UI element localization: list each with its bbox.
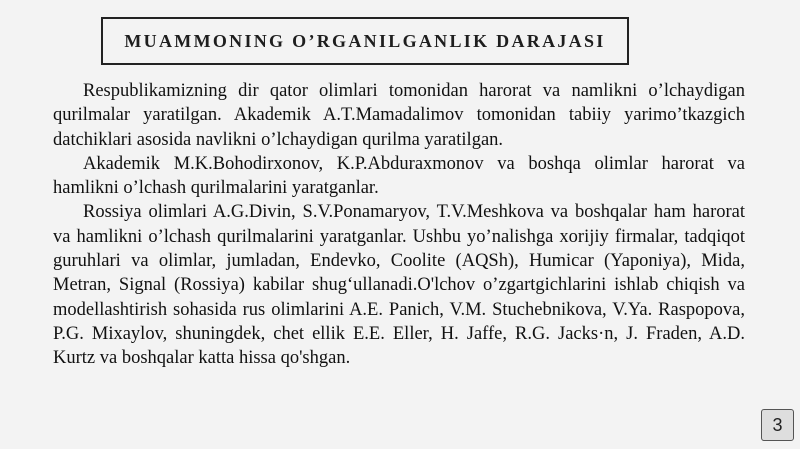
- paragraph-2: Akademik M.K.Bohodirxonov, K.P.Abduraxmonov va boshqa olimlar harorat va hamlikni o’lchash qurilmalarini yaratganlar.: [53, 153, 745, 199]
- page-number-badge: [761, 409, 794, 441]
- paragraph-1: Respublikamizning dir qator olimlari tomonidan harorat va namlikni o’lchaydigan qurilmalar yaratilgan. Akademik A.T.Mamadalimov tomonidan tabiiy yarimo’tkazgich datchiklari asosida navlikni o’lchaydigan qurilma yaratilgan.: [53, 81, 745, 150]
- paragraph-3: Rossiya olimlari A.G.Divin, S.V.Ponamaryov, T.V.Meshkova va boshqalar ham harorat va hamlikni o’lchash qurilmalarini yaratganlar. Ushbu yo’nalishga xorijiy firmalar, tadqiqot guruhlari va olimlar, jumladan, Endevko, Coolite (AQSh), Humicar (Yaponiya), Mida, Metran, Signal (Rossiya) kabilar shug‘ullanadi.O'lchov o’zgartgichlarini ishlab chiqish va modellashtirish sohasida rus olimlarini A.E. Panich, V.M. Stuchebnikova, V.Ya. Raspopova, P.G. Mixaylov, shuningdek, chet ellik E.E. Eller, H. Jaffe, R.G. Jacks·n, J. Fraden, A.D. Kurtz va boshqalar katta hissa qo'shgan.: [53, 202, 745, 369]
- slide-title: MUAMMONING O’RGANILGANLIK DARAJASI: [124, 30, 606, 51]
- slide-body: [53, 79, 745, 371]
- page-number: 3: [772, 414, 783, 435]
- slide-title-box: [101, 17, 629, 65]
